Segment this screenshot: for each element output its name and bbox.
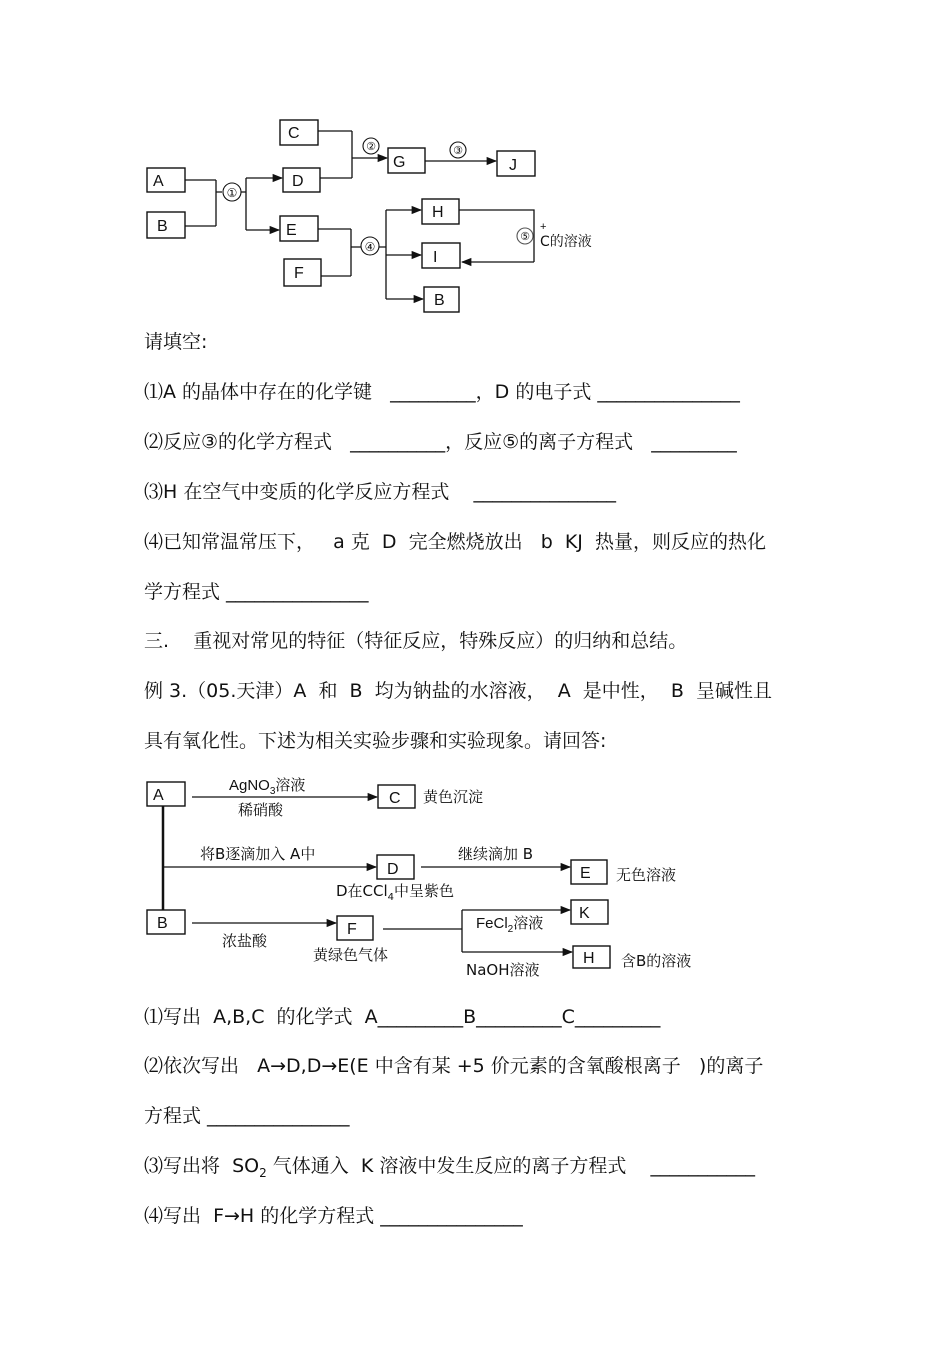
- step-2-label: ②: [366, 141, 376, 153]
- node-h-label: H: [583, 950, 595, 967]
- question-1-1: ⑴A 的晶体中存在的化学键 _________，D 的电子式 _______________: [144, 381, 740, 403]
- node-b-label: B: [157, 915, 168, 932]
- node-a-label: A: [153, 173, 164, 190]
- question-1-3: ⑶H 在空气中变质的化学反应方程式 _______________: [144, 481, 616, 503]
- step-continue-b: 继续滴加 B: [458, 845, 534, 863]
- example-3-intro: 例 3.（05.天津）A 和 B 均为钠盐的水溶液， A 是中性， B 呈碱性且: [144, 680, 773, 702]
- reaction-flow-diagram-1: [0, 0, 950, 330]
- observation-contains-b: 含B的溶液: [621, 952, 692, 970]
- step-3-label: ③: [453, 145, 463, 157]
- reaction-flow-diagram-2: [0, 765, 950, 995]
- question-2-3-sub: 2: [259, 1165, 267, 1180]
- reagent-agno3: AgNO$_3$溶液: [229, 776, 306, 797]
- connector-ef: [318, 229, 361, 276]
- reagent-naoh: NaOH溶液: [466, 961, 540, 979]
- node-i-label: I: [433, 249, 438, 266]
- question-1-4-cont: 学方程式 _______________: [144, 581, 369, 603]
- node-i: [422, 243, 460, 268]
- question-2-4: ⑷写出 F→H 的化学方程式 _______________: [144, 1205, 523, 1227]
- node-b-product-label: B: [434, 292, 445, 309]
- example-3-intro-cont: 具有氧化性。下述为相关实验步骤和实验现象。请回答:: [144, 730, 607, 752]
- reagent-label: C的溶液: [540, 234, 592, 250]
- question-2-3-post: 气体通入 K 溶液中发生反应的离子方程式 ___________: [266, 1155, 756, 1177]
- question-1-4: ⑷已知常温常压下， a 克 D 完全燃烧放出 b KJ 热量，则反应的热化: [144, 531, 766, 553]
- observation-d-in-ccl4: D在CCl$_4$中呈紫色: [336, 882, 455, 903]
- node-j-label: J: [509, 157, 517, 174]
- observation-yellow-green-gas: 黄绿色气体: [313, 946, 389, 964]
- observation-yellow-precipitate: 黄色沉淀: [423, 788, 484, 806]
- question-2-3: [144, 1154, 755, 1185]
- step-5-label: ⑤: [520, 231, 530, 243]
- node-h-label: H: [432, 204, 444, 221]
- question-2-2-cont: 方程式 _______________: [144, 1105, 350, 1127]
- question-1-2: ⑵反应③的化学方程式 __________，反应⑤的离子方程式 _________: [144, 431, 737, 453]
- step-4-label: ④: [364, 240, 376, 254]
- section-3-heading: 三. 重视对常见的特征（特征反应，特殊反应）的归纳和总结。: [144, 630, 688, 652]
- node-d-label: D: [387, 861, 399, 878]
- question-2-3-pre: ⑶写出将 SO: [144, 1155, 260, 1177]
- node-f-label: F: [347, 921, 357, 938]
- node-b-label: B: [157, 218, 168, 235]
- connector-ab: [185, 180, 222, 226]
- reagent-conc-hcl: 浓盐酸: [222, 932, 268, 950]
- plus-sign: +: [540, 221, 547, 233]
- node-e-label: E: [286, 222, 297, 239]
- node-d-label: D: [292, 173, 304, 190]
- question-2-1: ⑴写出 A,B,C 的化学式 A_________B_________C_________: [144, 1006, 661, 1028]
- fill-in-prompt: 请填空:: [144, 331, 208, 353]
- reagent-nitric-acid: 稀硝酸: [238, 801, 284, 819]
- node-c-label: C: [288, 125, 300, 142]
- question-2-2: ⑵依次写出 A→D,D→E(E 中含有某 +5 价元素的含氧酸根离子 )的离子: [144, 1055, 764, 1077]
- node-a-label: A: [153, 787, 164, 804]
- connector-step4: [379, 210, 386, 299]
- node-k-label: K: [579, 905, 590, 922]
- connector-step1: [241, 178, 246, 230]
- reagent-fecl2: FeCl$_2$溶液: [476, 914, 544, 935]
- step-1-label: ①: [226, 186, 238, 200]
- node-f-label: F: [294, 265, 304, 282]
- node-e-label: E: [580, 865, 591, 882]
- node-g-label: G: [393, 154, 406, 171]
- step-add-b-to-a: 将B逐滴加入 A中: [200, 845, 316, 863]
- observation-colorless-solution: 无色溶液: [616, 866, 677, 884]
- connector-f-split: [383, 910, 462, 952]
- node-c-label: C: [389, 790, 401, 807]
- connector-cd: [318, 131, 358, 178]
